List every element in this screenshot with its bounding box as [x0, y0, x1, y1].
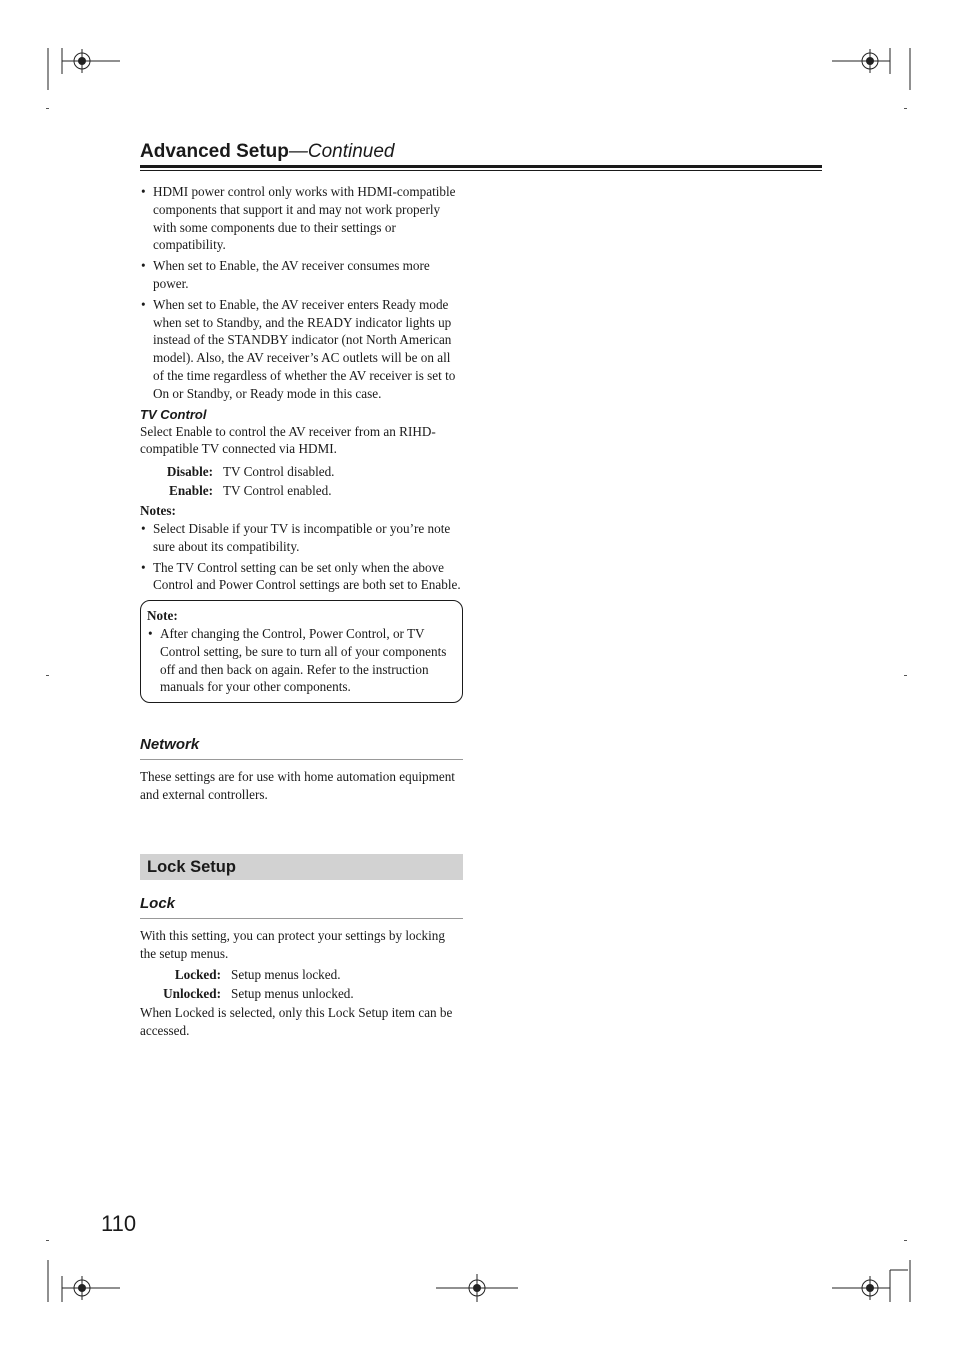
trim-tick [904, 108, 907, 109]
option-value: Setup menus locked. [231, 967, 341, 983]
lock-footer-text: When Locked is selected, only this Lock Setup item can be accessed. [140, 1005, 453, 1039]
crop-mark-top-right [828, 44, 918, 94]
note-box-heading: Note: [147, 608, 178, 624]
option-row [140, 984, 463, 1003]
crop-mark-bottom-left [40, 1256, 130, 1306]
header-rule-thick [140, 165, 822, 168]
note-box-list [147, 625, 452, 696]
page-title-main: Advanced Setup [140, 141, 289, 162]
network-heading: Network [140, 735, 463, 760]
list-item: • Select Disable if your TV is incompatible or you’re note sure about its compatibility. [140, 520, 463, 556]
header-rule-thin [140, 170, 822, 171]
content-column [140, 183, 463, 1040]
crop-mark-top-left [40, 44, 130, 94]
trim-tick [904, 675, 907, 676]
tv-control-heading: TV Control [140, 406, 207, 422]
intro-bullet-list [140, 183, 463, 403]
page-number: 110 [101, 1211, 137, 1236]
page-title-continued: —Continued [288, 141, 395, 162]
option-key: Disable: [166, 464, 213, 480]
crop-mark-bottom-center [432, 1256, 522, 1306]
network-text: These settings are for use with home automation equipment and external controllers. [140, 769, 455, 802]
trim-tick [46, 1240, 49, 1241]
list-item: • HDMI power control only works with HDMI-compatible components that support it and may not work properly with some components due to their settings or compatibility. [140, 183, 463, 254]
crop-mark-bottom-right [828, 1256, 918, 1306]
tv-control-description: Select Enable to control the AV receiver from an RIHD-compatible TV connected via HDMI. [140, 423, 436, 457]
option-value: TV Control enabled. [223, 483, 332, 499]
list-item: • When set to Enable, the AV receiver enters Ready mode when set to Standby, and the READY indicator lights up instead of the STANDBY indicator (not North American model). Also, the AV receiver’s AC outlets will be on all of the time regardless of whether the AV receiver is set to On or Standby, or Ready mode in this case. [140, 296, 463, 403]
trim-tick [46, 108, 49, 109]
note-box [140, 600, 463, 703]
notes-list [140, 520, 463, 594]
option-row [140, 965, 463, 984]
option-row [140, 481, 463, 500]
list-item: • When set to Enable, the AV receiver consumes more power. [140, 257, 463, 293]
option-value: Setup menus unlocked. [231, 986, 354, 1002]
lock-setup-band: Lock Setup [140, 854, 463, 880]
option-value: TV Control disabled. [223, 464, 335, 480]
lock-options [140, 965, 463, 1003]
page-title [140, 140, 822, 164]
tv-control-options [140, 462, 463, 500]
lock-heading: Lock [140, 894, 463, 919]
notes-heading: Notes: [140, 503, 176, 519]
option-key: Enable: [169, 483, 213, 499]
option-key: Locked: [174, 967, 221, 983]
list-item: • After changing the Control, Power Control, or TV Control setting, be sure to turn all of your components off and then back on again. Refer to the instruction manuals for your other components. [147, 625, 452, 696]
list-item: • The TV Control setting can be set only when the above Control and Power Control settings are both set to Enable. [140, 559, 463, 595]
lock-text: With this setting, you can protect your settings by locking the setup menus. [140, 927, 445, 961]
option-row [140, 462, 463, 481]
option-key: Unlocked: [163, 986, 221, 1002]
page-header [140, 140, 822, 164]
trim-tick [46, 675, 49, 676]
trim-tick [904, 1240, 907, 1241]
